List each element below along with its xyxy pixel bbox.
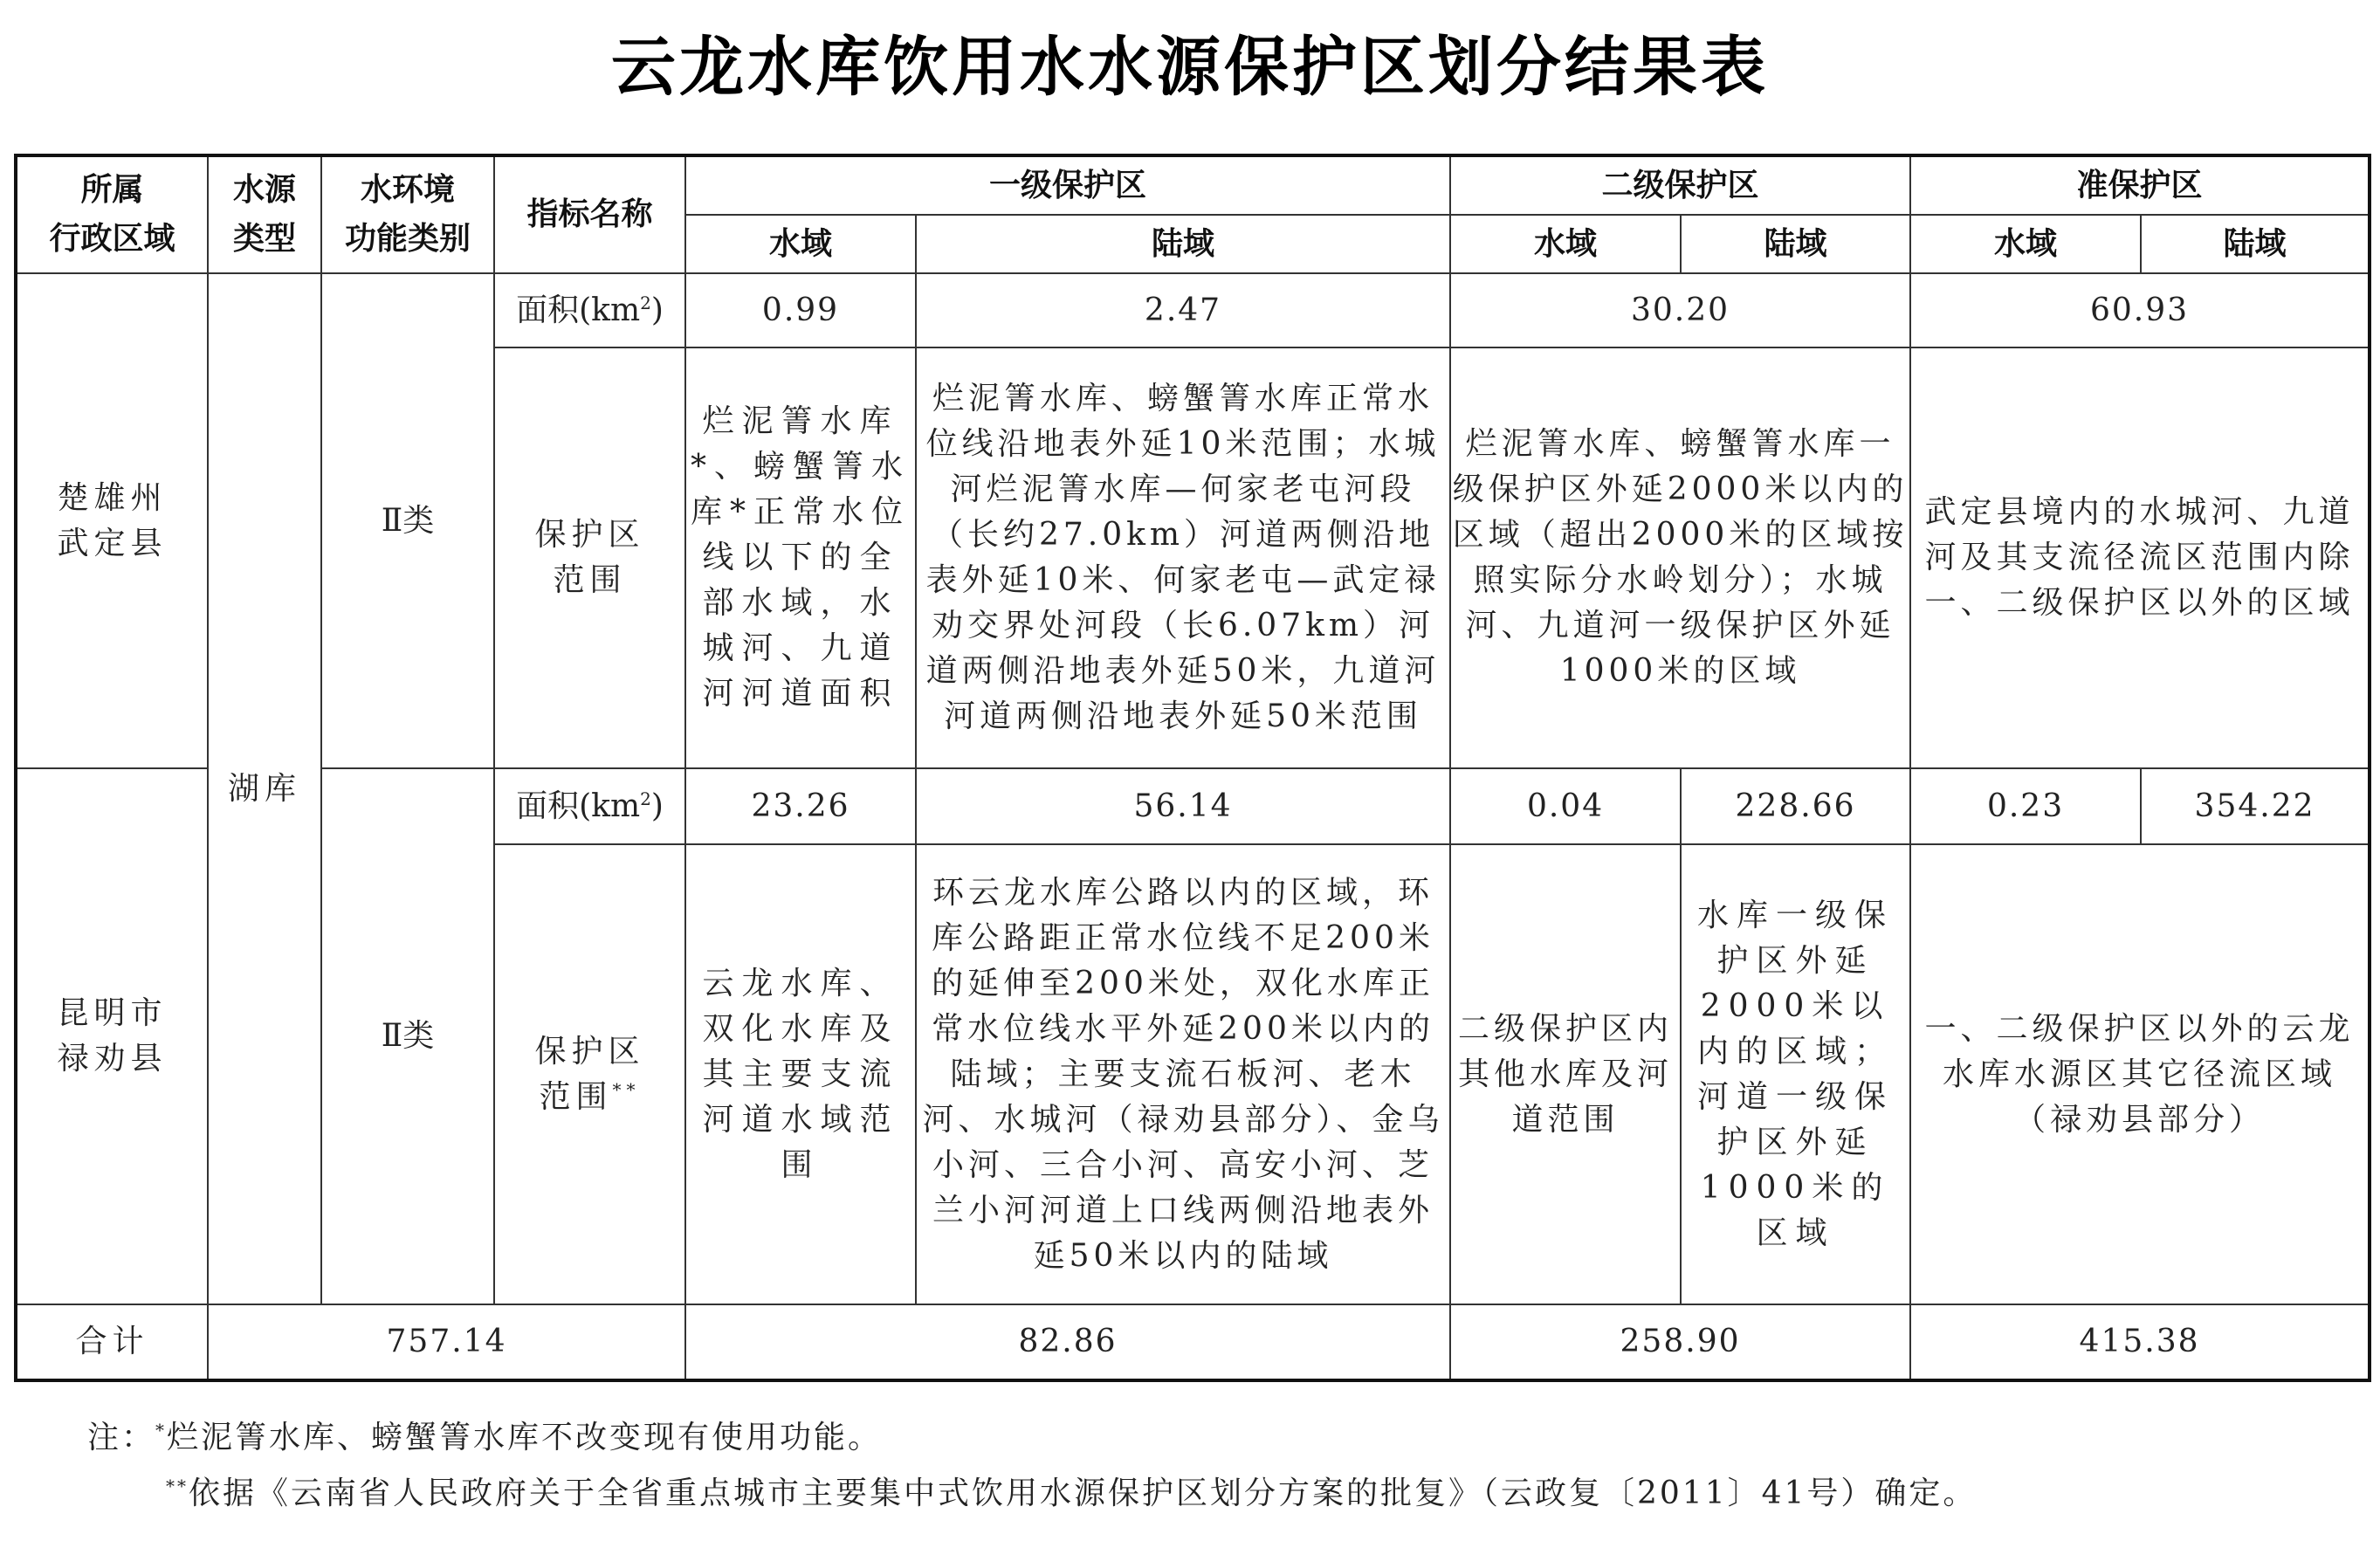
footnotes [87,1410,2357,1522]
region-line2: 武定县 [57,525,168,561]
total-zone3: 415.38 [1910,1304,2370,1380]
zone3-range: 武定县境内的水城河、九道河及其支流径流区范围内除一、二级保护区以外的区域 [1910,347,2370,768]
header-region [16,155,208,273]
total-zone2: 258.90 [1450,1304,1910,1380]
region-line2: 禄劝县 [57,1041,168,1077]
total-label: 合计 [16,1304,208,1380]
header-source-type [208,155,321,273]
env-class-cell: Ⅱ类 [321,768,494,1304]
total-row [16,1304,2370,1380]
source-type-cell: 湖库 [208,273,321,1304]
header-zone1-water: 水域 [685,215,916,273]
zone2-area: 30.20 [1450,273,1910,347]
zone3-water-area: 0.23 [1910,768,2141,844]
header-zone2: 二级保护区 [1450,155,1910,215]
zone1-land-area: 2.47 [916,273,1450,347]
range-label-line1: 保护区 [534,517,645,553]
footnote-marker: * [155,1420,168,1441]
total-zone1: 82.86 [685,1304,1450,1380]
header-source-type-line1: 水源 [232,172,296,208]
range-label-line2: 范围 [553,562,627,598]
footnote-1-text: 烂泥箐水库、螃蟹箐水库不改变现有使用功能。 [167,1420,883,1455]
header-indicator: 指标名称 [494,155,685,273]
area-unit-superscript: 2 [640,788,651,809]
header-zone2-land: 陆域 [1681,215,1910,273]
header-zone3-water: 水域 [1910,215,2141,273]
range-label-text: 范围 [539,1078,613,1115]
region-cell [16,768,208,1304]
header-zone2-water: 水域 [1450,215,1681,273]
header-row-1 [16,155,2370,215]
zone2-land-range: 水库一级保护区外延2000米以内的区域；河道一级保护区外延1000米的区域 [1681,844,1910,1304]
zone1-water-range: 云龙水库、双化水库及其主要支流河道水域范围 [685,844,916,1304]
range-label-cell [494,347,685,768]
zone3-area: 60.93 [1910,273,2370,347]
zone2-water-area: 0.04 [1450,768,1681,844]
zone2-land-area: 228.66 [1681,768,1910,844]
header-region-line1: 所属 [80,172,144,208]
footnote-marker: ** [612,1078,641,1100]
region-line1: 楚雄州 [57,479,168,516]
zone1-land-range: 烂泥箐水库、螃蟹箐水库正常水位线沿地表外延10米范围；水城河烂泥箐水库—何家老屯河段（长约27.0km）河道两侧沿地表外延10米、何家老屯—武定禄劝交界处河段（长6.07km）河道两侧沿地表外延50米，九道河河道两侧沿地表外延50米范围 [916,347,1450,768]
protection-zone-table [14,154,2371,1382]
zone1-water-area: 23.26 [685,768,916,844]
header-zone3: 准保护区 [1910,155,2370,215]
area-label: 面积(km [516,292,641,328]
table-row [16,768,2370,844]
header-env-class-line1: 水环境 [360,172,455,208]
area-unit-superscript: 2 [640,292,651,313]
total-all: 757.14 [208,1304,685,1380]
page-title: 云龙水库饮用水水源保护区划分结果表 [611,30,1769,105]
header-source-type-line2: 类型 [232,221,296,257]
footnote-2 [87,1466,2357,1522]
header-env-class [321,155,494,273]
zone1-land-area: 56.14 [916,768,1450,844]
footnote-2-text: 依据《云南省人民政府关于全省重点城市主要集中式饮用水源保护区划分方案的批复》（云政复〔2011〕41号）确定。 [189,1476,1978,1511]
header-zone1: 一级保护区 [685,155,1450,215]
header-zone1-land: 陆域 [916,215,1450,273]
zone1-land-range: 环云龙水库公路以内的区域，环库公路距正常水位线不足200米的延伸至200米处，双化水库正常水位线水平外延200米以内的陆域；主要支流石板河、老木河、水城河（禄劝县部分）、金乌小河、三合小河、高安小河、芝兰小河河道上口线两侧沿地表外延50米以内的陆域 [916,844,1450,1304]
area-label-end: ) [650,788,664,824]
header-region-line2: 行政区域 [49,221,175,257]
footnote-prefix: 注： [87,1420,156,1455]
region-line1: 昆明市 [57,995,168,1031]
footnote-marker: ** [166,1476,189,1496]
zone3-land-area: 354.22 [2141,768,2370,844]
range-label-cell [494,844,685,1304]
table-row [16,273,2370,347]
header-zone3-land: 陆域 [2141,215,2370,273]
zone2-water-range: 二级保护区内其他水库及河道范围 [1450,844,1681,1304]
footnote-1 [87,1410,2357,1466]
area-label: 面积(km [516,788,641,824]
header-env-class-line2: 功能类别 [344,221,471,257]
area-label-cell [494,768,685,844]
region-cell [16,273,208,768]
zone1-water-area: 0.99 [685,273,916,347]
area-label-cell [494,273,685,347]
zone3-range: 一、二级保护区以外的云龙水库水源区其它径流区域（禄劝县部分） [1910,844,2370,1304]
area-label-end: ) [650,292,664,328]
zone1-water-range: 烂泥箐水库*、螃蟹箐水库*正常水位线以下的全部水域，水城河、九道河河道面积 [685,347,916,768]
env-class-cell: Ⅱ类 [321,273,494,768]
zone2-range: 烂泥箐水库、螃蟹箐水库一级保护区外延2000米以内的区域（超出2000米的区域按照实际分水岭划分）；水城河、九道河一级保护区外延1000米的区域 [1450,347,1910,768]
range-label-line1: 保护区 [534,1033,645,1070]
range-label-line2 [495,1075,684,1120]
